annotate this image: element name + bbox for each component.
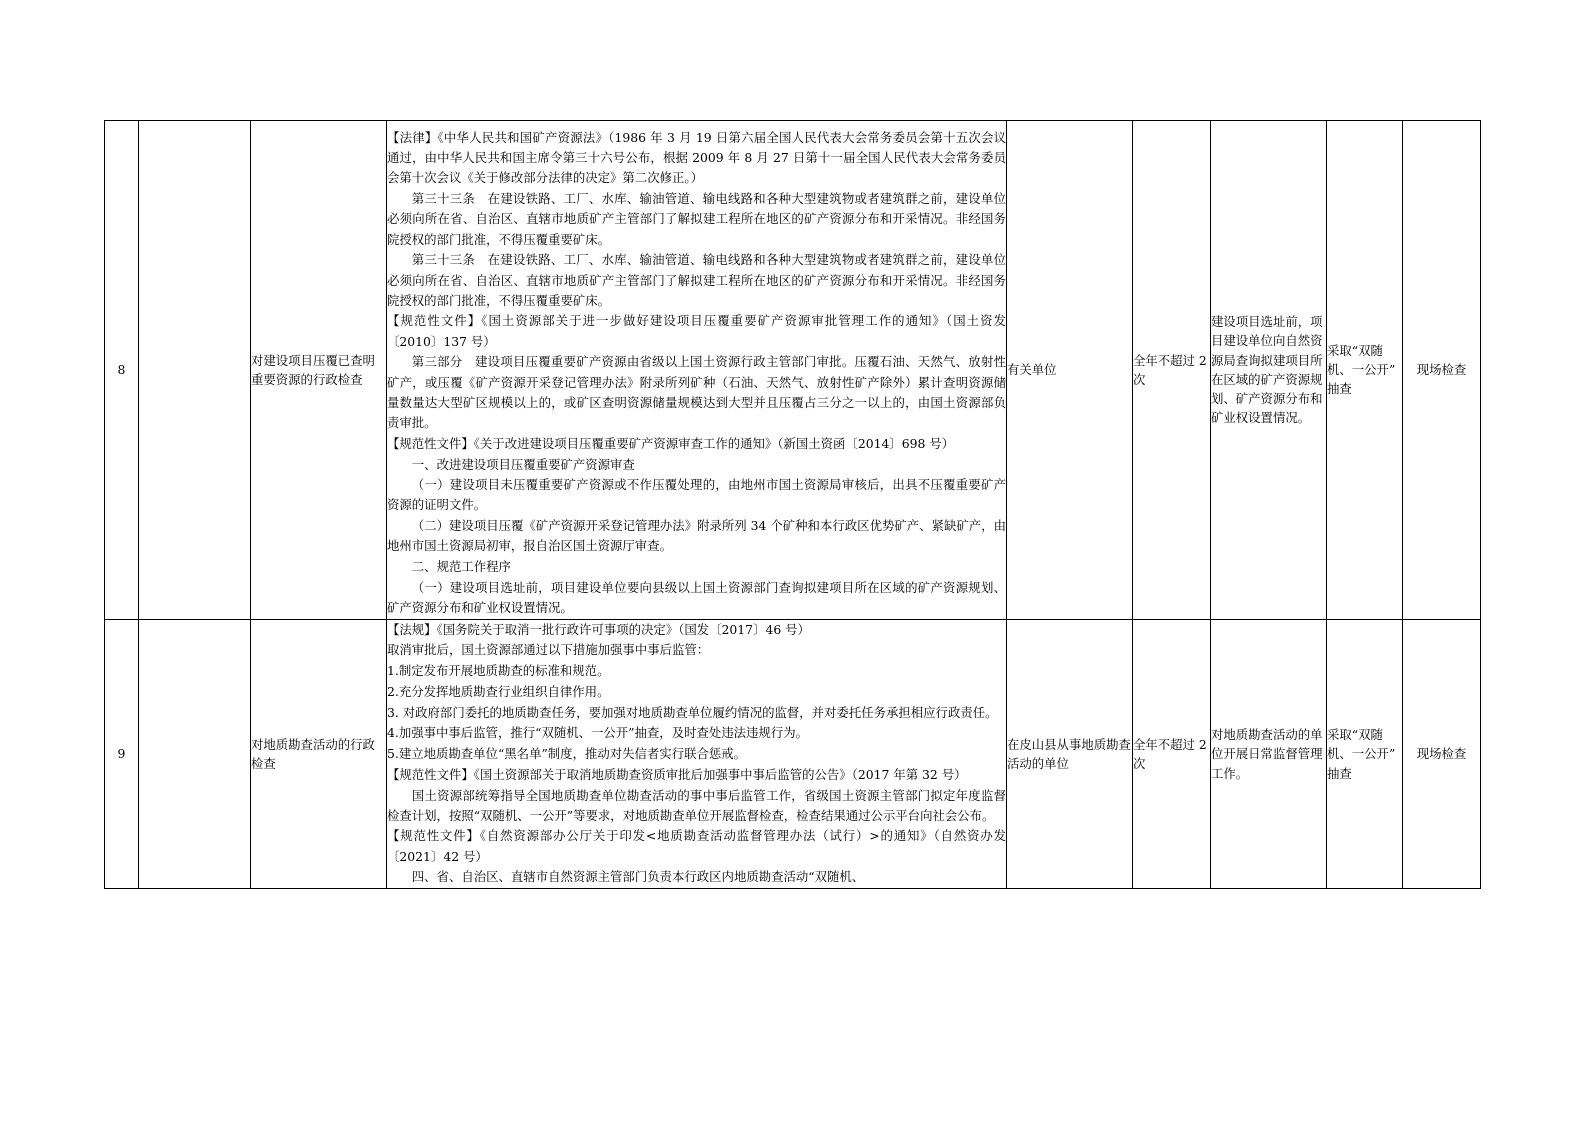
basis-paragraph: 3. 对政府部门委托的地质勘查任务，要加强对地质勘查单位履约情况的监督，并对委托任务承担相应行政责任。	[387, 704, 998, 720]
table-row	[105, 121, 1481, 620]
basis-paragraph: 【规范性文件】《国土资源部关于取消地质勘查资质审批后加强事中事后监管的公告》（2017 年第 32 号）	[387, 766, 967, 782]
checklist-table	[104, 120, 1481, 889]
inspection-content: 对地质勘查活动的单位开展日常监督管理工作。	[1211, 619, 1327, 888]
inspection-item: 对建设项目压覆已查明重要资源的行政检查	[251, 121, 387, 620]
inspection-content: 建设项目选址前，项目建设单位向自然资源局查询拟建项目所在区域的矿产资源规划、矿产资源分布和矿业权设置情况。	[1211, 121, 1327, 620]
basis-paragraph: 【规范性文件】《自然资源部办公厅关于印发<地质勘查活动监督管理办法（试行）>的通知》（自然资办发〔2021〕42 号）	[387, 828, 1006, 864]
inspection-frequency: 全年不超过 2 次	[1133, 619, 1211, 888]
inspection-frequency: 全年不超过 2 次	[1133, 121, 1211, 620]
basis-paragraph: 第三十三条 在建设铁路、工厂、水库、输油管道、输电线路和各种大型建筑物或者建筑群之前，建设单位必须向所在省、自治区、直辖市地质矿产主管部门了解拟建工程所在地区的矿产资源分布和开采情况。非经国务院授权的部门批准，不得压覆重要矿床。	[387, 252, 1006, 308]
basis-paragraph: 二、规范工作程序	[411, 559, 511, 575]
basis-paragraph: （一）建设项目选址前，项目建设单位要向县级以上国土资源部门查询拟建项目所在区域的矿产资源规划、矿产资源分布和矿业权设置情况。	[387, 579, 1006, 616]
basis-paragraph: 1.制定发布开展地质勘查的标准和规范。	[387, 663, 610, 679]
row-blank-cell	[139, 121, 251, 620]
basis-paragraph: 【规范性文件】《国土资源部关于进一步做好建设项目压覆重要矿产资源审批管理工作的通知》（国土资发〔2010〕137 号）	[387, 313, 1006, 349]
inspection-object: 有关单位	[1007, 121, 1133, 620]
basis-paragraph: 4.加强事中事后监管，推行“双随机、一公开”抽查，及时查处违法违规行为。	[387, 725, 808, 741]
inspection-basis	[387, 121, 1007, 620]
basis-paragraph: （一）建设项目未压覆重要矿产资源或不作压覆处理的，由地州市国土资源局审核后，出具不压覆重要矿产资源的证明文件。	[387, 477, 1006, 513]
inspection-mode: 现场检查	[1403, 619, 1481, 888]
basis-paragraph: 取消审批后，国土资源部通过以下措施加强事中事后监管：	[387, 642, 710, 658]
row-index: 8	[105, 121, 139, 620]
inspection-way: 采取“双随机、一公开”抽查	[1327, 619, 1403, 888]
basis-paragraph: 2.充分发挥地质勘查行业组织自律作用。	[387, 683, 610, 699]
table-row	[105, 619, 1481, 888]
inspection-item: 对地质勘查活动的行政检查	[251, 619, 387, 888]
inspection-way: 采取“双随机、一公开”抽查	[1327, 121, 1403, 620]
inspection-mode: 现场检查	[1403, 121, 1481, 620]
basis-paragraph: 【法规】《国务院关于取消一批行政许可事项的决定》（国发〔2017〕46 号）	[387, 621, 810, 637]
basis-paragraph: 四、省、自治区、直辖市自然资源主管部门负责本行政区内地质勘查活动“双随机、	[411, 869, 865, 885]
basis-paragraph: 第三部分 建设项目压覆重要矿产资源由省级以上国土资源行政主管部门审批。压覆石油、天然气、放射性矿产，或压覆《矿产资源开采登记管理办法》附录所列矿种（石油、天然气、放射性矿产除外）累计查明资源储量数量达大型矿区规模以上的，或矿区查明资源储量规模达到大型并且压覆占三分之一以上的，由国土资源部负责审批。	[387, 354, 1006, 431]
inspection-basis	[387, 619, 1007, 888]
row-index: 9	[105, 619, 139, 888]
basis-paragraph: 国土资源部统筹指导全国地质勘查单位勘查活动的事中事后监管工作，省级国土资源主管部门拟定年度监督检查计划，按照“双随机、一公开”等要求，对地质勘查单位开展监督检查，检查结果通过公示平台向社会公布。	[387, 787, 1006, 823]
inspection-object: 在皮山县从事地质勘查活动的单位	[1007, 619, 1133, 888]
basis-paragraph: （二）建设项目压覆《矿产资源开采登记管理办法》附录所列 34 个矿种和本行政区优势矿产、紧缺矿产，由地州市国土资源局初审，报自治区国土资源厅审查。	[387, 518, 1006, 554]
basis-paragraph: 第三十三条 在建设铁路、工厂、水库、输油管道、输电线路和各种大型建筑物或者建筑群之前，建设单位必须向所在省、自治区、直辖市地质矿产主管部门了解拟建工程所在地区的矿产资源分布和开采情况。非经国务院授权的部门批准，不得压覆重要矿床。	[387, 191, 1006, 247]
basis-paragraph: 【法律】《中华人民共和国矿产资源法》（1986 年 3 月 19 日第六届全国人民代表大会常务委员会第十五次会议通过，由中华人民共和国主席令第三十六号公布，根据 2009 年 8 月 27 日第十一届全国人民代表大会常务委员会第十次会议《关于修改部分法律的决定》第二次修正。）	[387, 130, 1006, 186]
row-blank-cell	[139, 619, 251, 888]
basis-paragraph: 5.建立地质勘查单位“黑名单”制度，推动对失信者实行联合惩戒。	[387, 746, 747, 762]
basis-paragraph: 一、改进建设项目压覆重要矿产资源审查	[411, 456, 635, 472]
checklist-table-wrapper	[104, 120, 1480, 889]
basis-paragraph: 【规范性文件】《关于改进建设项目压覆重要矿产资源审查工作的通知》（新国土资函〔2014〕698 号）	[387, 435, 955, 451]
